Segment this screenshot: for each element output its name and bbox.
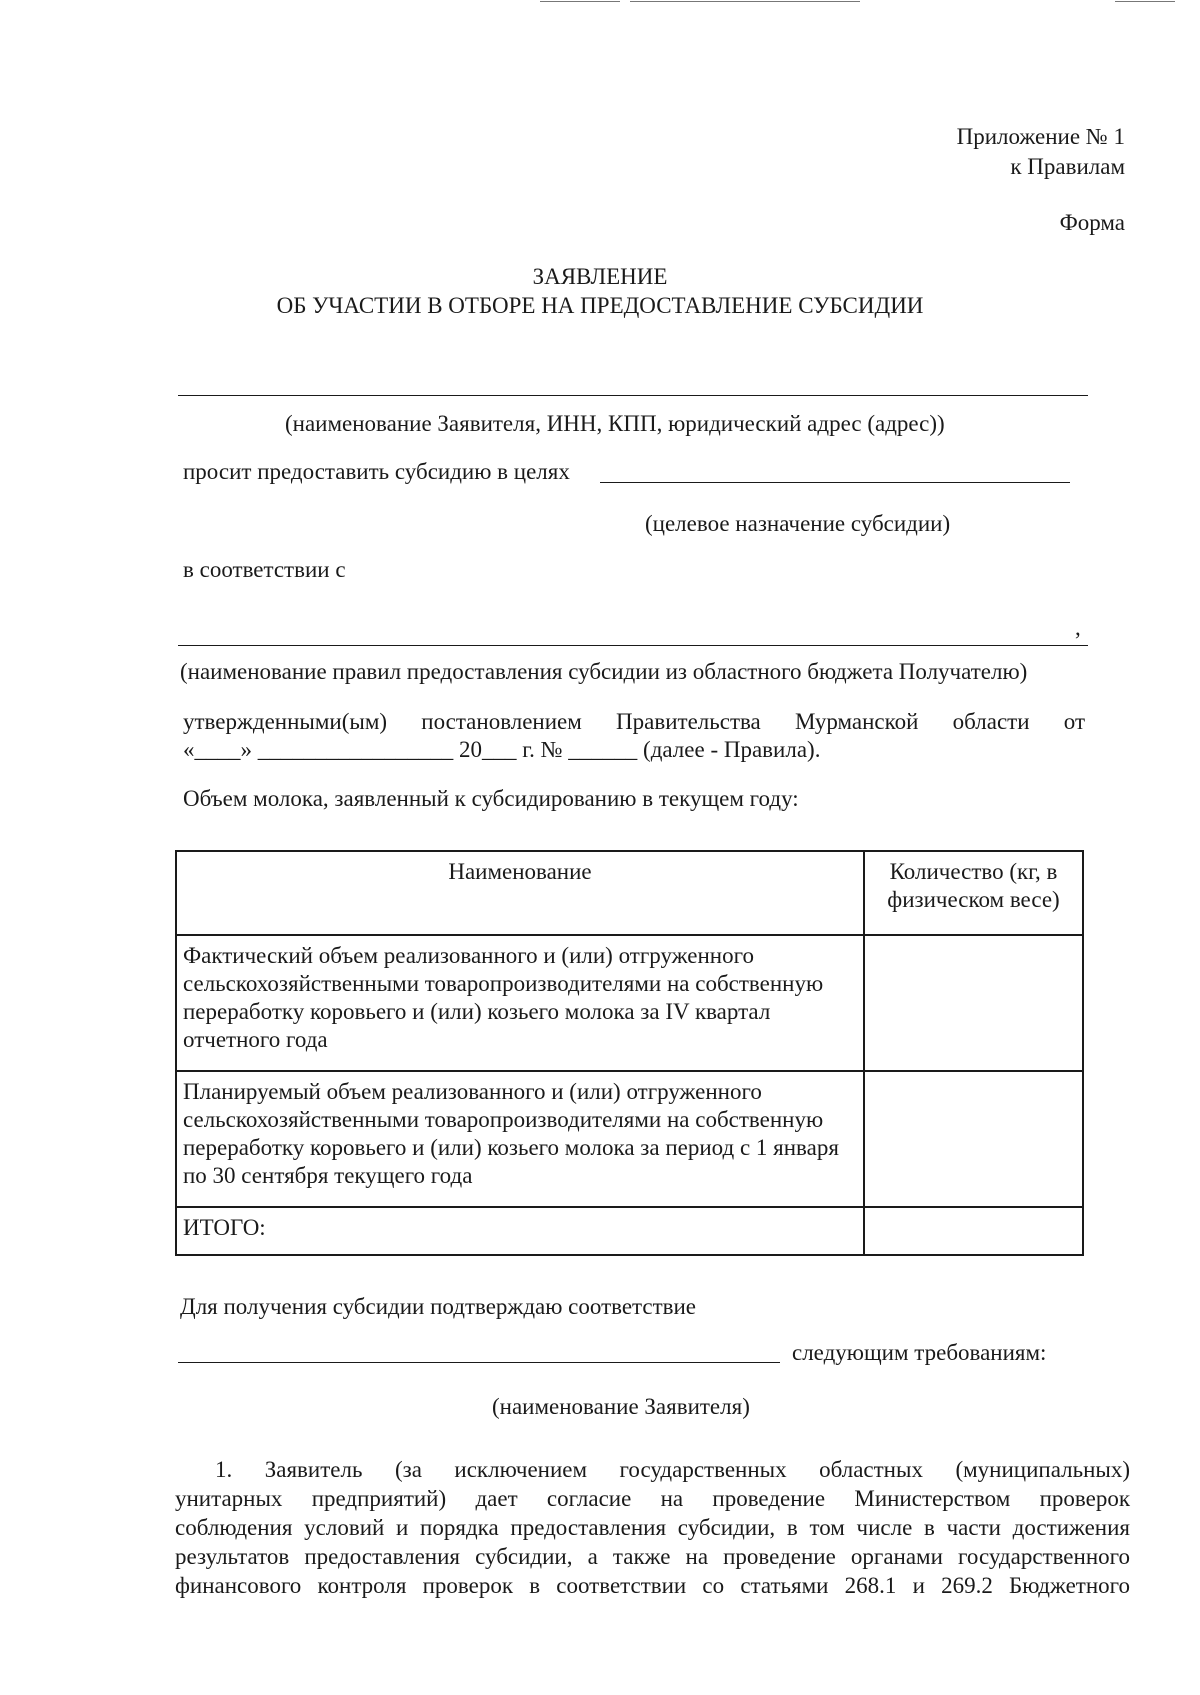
row-name: Планируемый объем реализованного и (или) отгруженного сельскохозяйственными товаропроизводителями на собственную переработку коровьего и (или) козьего молока за период с 1 января по 30 сентября текущего года	[176, 1071, 864, 1207]
comma: ,	[1075, 615, 1081, 640]
title-line2: ОБ УЧАСТИИ В ОТБОРЕ НА ПРЕДОСТАВЛЕНИЕ СУБСИДИИ	[276, 293, 924, 318]
purpose-line	[600, 482, 1070, 483]
according-text: в соответствии с	[183, 557, 346, 582]
requests-text: просит предоставить субсидию в целях	[183, 459, 570, 484]
paragraph-line: финансового контроля проверок в соответствии со статьями 268.1 и 269.2 Бюджетного	[175, 1573, 1130, 1598]
header-name: Наименование	[176, 851, 864, 935]
paragraph-line: 1. Заявитель (за исключением государственных областных (муниципальных)	[215, 1457, 1130, 1482]
row-quantity	[864, 1071, 1083, 1207]
applicant-caption: (наименование Заявителя, ИНН, КПП, юридический адрес (адрес))	[285, 411, 945, 436]
row-quantity	[864, 1207, 1083, 1255]
rules-caption: (наименование правил предоставления субсидии из областного бюджета Получателю)	[180, 659, 1028, 684]
rules-line	[178, 645, 1088, 646]
date-line: «____» _________________ 20___ г. № ______ (далее - Правила).	[183, 737, 821, 762]
table-row	[176, 1071, 1083, 1207]
form-label: Форма	[1059, 210, 1125, 235]
row-name: Фактический объем реализованного и (или) отгруженного сельскохозяйственными товаропроизводителями на собственную переработку коровьего и (или) козьего молока за IV квартал отчетного года	[176, 935, 864, 1071]
header-quantity: Количество (кг, в физическом весе)	[864, 851, 1083, 935]
row-quantity	[864, 935, 1083, 1071]
scan-top-marks	[0, 0, 1200, 6]
table-row	[176, 935, 1083, 1071]
confirm-text: Для получения субсидии подтверждаю соответствие	[180, 1294, 697, 1319]
table-row-total	[176, 1207, 1083, 1255]
to-rules: к Правилам	[1010, 154, 1125, 179]
paragraph-line: унитарных предприятий) дает согласие на проведение Министерством проверок	[175, 1486, 1130, 1511]
confirm-caption: (наименование Заявителя)	[492, 1394, 750, 1419]
purpose-caption: (целевое назначение субсидии)	[645, 511, 951, 536]
paragraph-line: соблюдения условий и порядка предоставления субсидии, в том числе в части достижения	[175, 1515, 1130, 1540]
paragraph-1	[175, 1455, 1130, 1600]
appendix-number: Приложение № 1	[956, 124, 1125, 149]
applicant-name-line	[178, 395, 1088, 396]
confirm-applicant-line	[178, 1362, 780, 1363]
milk-volume-table	[175, 850, 1084, 1256]
milk-volume-text: Объем молока, заявленный к субсидированию в текущем году:	[183, 786, 799, 811]
requirements-text: следующим требованиям:	[792, 1340, 1047, 1365]
paragraph-line: результатов предоставления субсидии, а также на проведение органами государственного	[175, 1544, 1130, 1569]
table-header-row	[176, 851, 1083, 935]
title-line1: ЗАЯВЛЕНИЕ	[532, 264, 668, 289]
row-name: ИТОГО:	[176, 1207, 864, 1255]
approved-line: утвержденными(ым) постановлением Правительства Мурманской области от	[183, 709, 1085, 734]
